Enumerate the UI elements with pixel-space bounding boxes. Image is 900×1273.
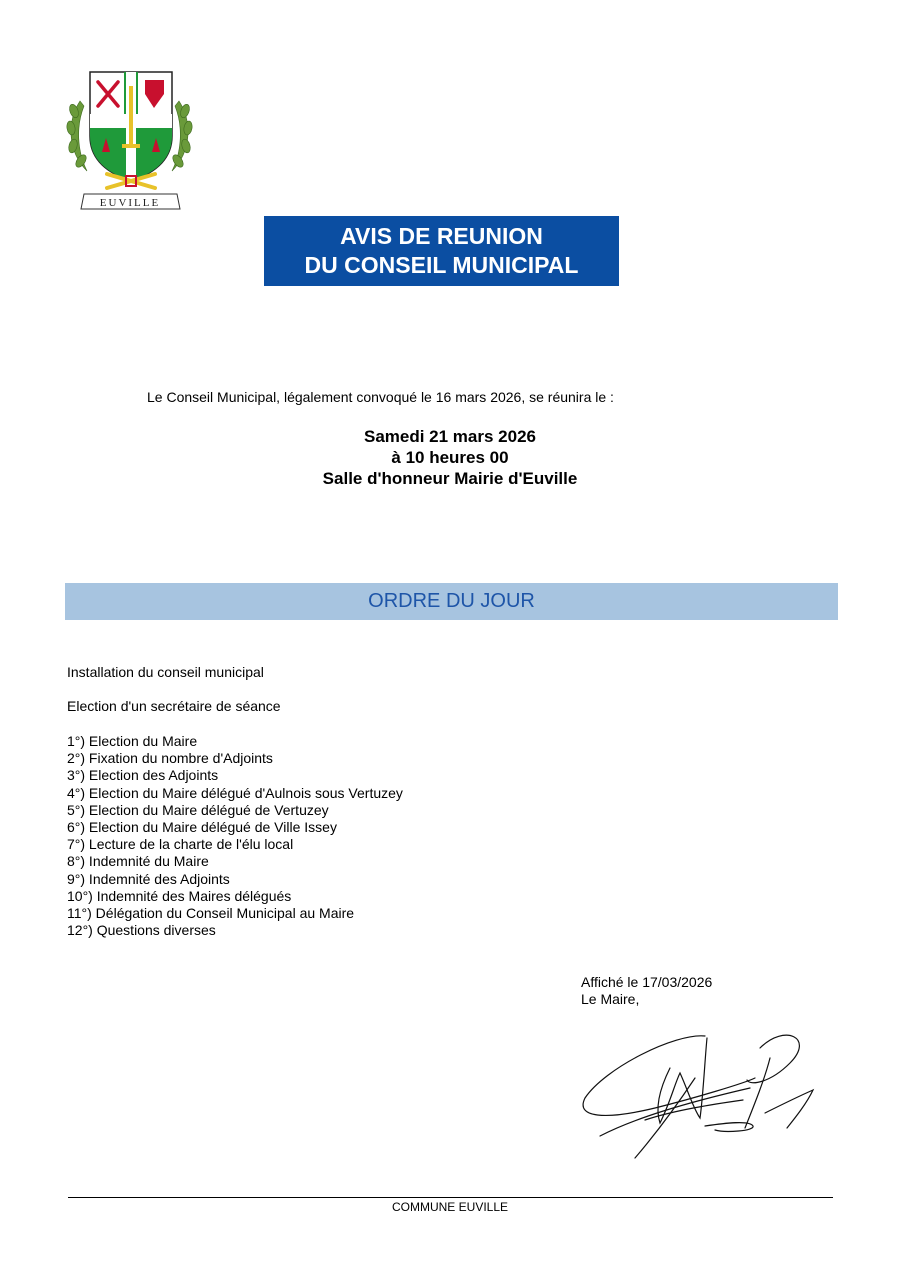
agenda-item: 7°) Lecture de la charte de l'élu local bbox=[67, 836, 294, 853]
posted-date: Affiché le 17/03/2026 bbox=[581, 974, 713, 990]
agenda-item: 8°) Indemnité du Maire bbox=[67, 853, 209, 870]
signoff-role: Le Maire, bbox=[581, 991, 640, 1007]
euville-coat-of-arms-logo bbox=[62, 66, 197, 214]
agenda-heading: ORDRE DU JOUR bbox=[368, 590, 535, 612]
agenda-item: 3°) Election des Adjoints bbox=[67, 767, 219, 784]
meeting-date: Samedi 21 mars 2026 bbox=[363, 427, 536, 446]
agenda-item: 4°) Election du Maire délégué d'Aulnois sous Vertuzey bbox=[67, 784, 403, 801]
notice-title-box bbox=[264, 216, 619, 286]
preamble-item: Installation du conseil municipal bbox=[67, 664, 264, 680]
agenda-item: 5°) Election du Maire délégué de Vertuzey bbox=[67, 801, 329, 818]
footer-divider bbox=[68, 1197, 833, 1198]
agenda-item: 12°) Questions diverses bbox=[67, 922, 216, 939]
agenda-item: 9°) Indemnité des Adjoints bbox=[67, 870, 230, 887]
agenda-item: 6°) Election du Maire délégué de Ville Issey bbox=[67, 819, 337, 836]
preamble-item: Election d'un secrétaire de séance bbox=[67, 698, 281, 714]
agenda-list bbox=[67, 733, 403, 939]
footer-commune: COMMUNE EUVILLE bbox=[391, 1200, 509, 1214]
agenda-item: 11°) Délégation du Conseil Municipal au Maire bbox=[67, 905, 355, 922]
agenda-heading-bar bbox=[65, 583, 838, 620]
mayor-signature bbox=[575, 1028, 820, 1160]
meeting-place: Salle d'honneur Mairie d'Euville bbox=[322, 469, 578, 488]
title-line-2: DU CONSEIL MUNICIPAL bbox=[304, 252, 579, 278]
meeting-details bbox=[0, 426, 900, 489]
signoff-block bbox=[581, 974, 712, 1008]
title-line-1: AVIS DE REUNION bbox=[340, 223, 543, 249]
agenda-item: 10°) Indemnité des Maires délégués bbox=[67, 887, 292, 904]
agenda-item: 1°) Election du Maire bbox=[67, 733, 198, 749]
convocation-intro: Le Conseil Municipal, légalement convoqué le 16 mars 2026, se réunira le : bbox=[147, 389, 614, 405]
meeting-time: à 10 heures 00 bbox=[391, 448, 509, 467]
logo-banner-text: EUVILLE bbox=[99, 197, 161, 209]
agenda-item: 2°) Fixation du nombre d'Adjoints bbox=[67, 750, 273, 767]
